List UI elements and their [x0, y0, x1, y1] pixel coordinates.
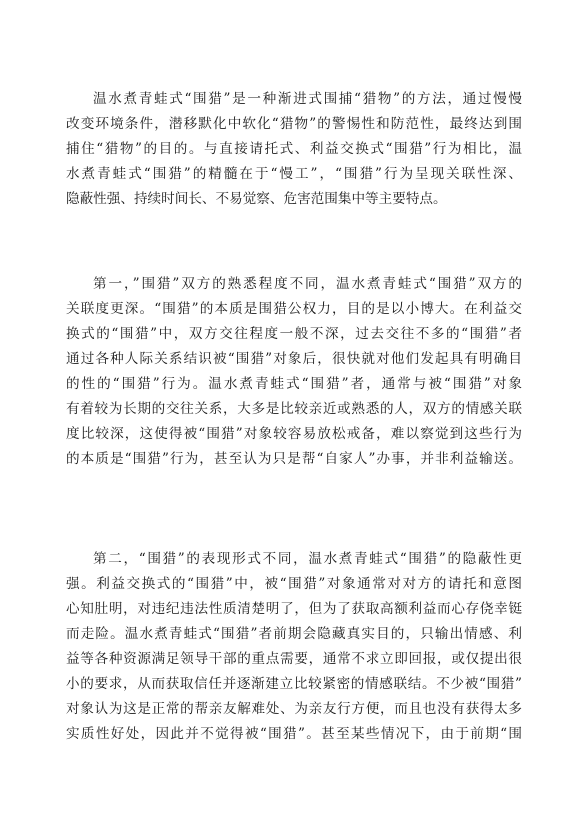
paragraph-line: 对象认为这是正常的帮亲友解难处、为亲友行方便，而且也没有获得太多	[66, 701, 522, 717]
paragraph-line: 小的要求，从而获取信任并逐渐建立比较紧密的情感联结。不少被“围猎”	[66, 676, 522, 692]
paragraph-1	[66, 87, 522, 212]
paragraph-line: 捕住“猎物”的目的。与直接请托式、利益交换式“围猎”行为相比，温	[66, 141, 522, 157]
paragraph-line: 换式的“围猎”中，双方交往程度一般不深，过去交往不多的“围猎”者	[66, 326, 522, 342]
paragraph-3	[66, 547, 522, 747]
paragraph-line: 第二，“围猎”的表现形式不同，温水煮青蛙式“围猎”的隐蔽性更	[93, 551, 522, 567]
paragraph-line: 实质性好处，因此并不觉得被“围猎”。甚至某些情况下，由于前期“围	[66, 726, 522, 742]
paragraph-line: 的性的“围猎”行为。温水煮青蛙式“围猎”者，通常与被“围猎”对象	[66, 376, 522, 392]
paragraph-line: 关联度更深。“围猎”的本质是围猎公权力，目的是以小博大。在利益交	[66, 301, 522, 317]
paragraph-line: 心知肚明，对违纪违法性质清楚明了，但为了获取高额利益而心存侥幸铤	[66, 601, 522, 617]
paragraph-2	[66, 272, 522, 472]
paragraph-line: 而走险。温水煮青蛙式“围猎”者前期会隐藏真实目的，只输出情感、利	[66, 626, 522, 642]
paragraph-line: 水煮青蛙式“围猎”的精髓在于“慢工”，“围猎”行为呈现关联性深、	[66, 166, 522, 182]
paragraph-line: 强。利益交换式的“围猎”中，被“围猎”对象通常对对方的请托和意图	[66, 576, 522, 592]
paragraph-line: 的本质是“围猎”行为，甚至认为只是帮“自家人”办事，并非利益输送。	[66, 451, 522, 467]
paragraph-line: 益等各种资源满足领导干部的重点需要，通常不求立即回报，或仅提出很	[66, 651, 522, 667]
paragraph-line: 通过各种人际关系结识被“围猎”对象后，很快就对他们发起具有明确目	[66, 351, 522, 367]
paragraph-line: 温水煮青蛙式“围猎”是一种渐进式围捕“猎物”的方法，通过慢慢	[93, 91, 522, 107]
paragraph-line: 改变环境条件，潜移默化中软化“猎物”的警惕性和防范性，最终达到围	[66, 116, 522, 132]
paragraph-line: 隐蔽性强、持续时间长、不易觉察、危害范围集中等主要特点。	[66, 191, 447, 207]
paragraph-line: 第一，”围猎”双方的熟悉程度不同，温水煮青蛙式“围猎”双方的	[93, 276, 522, 292]
paragraph-line: 有着较为长期的交往关系，大多是比较亲近或熟悉的人，双方的情感关联	[66, 401, 522, 417]
paragraph-line: 度比较深，这使得被“围猎”对象较容易放松戒备，难以察觉到这些行为	[66, 426, 522, 442]
